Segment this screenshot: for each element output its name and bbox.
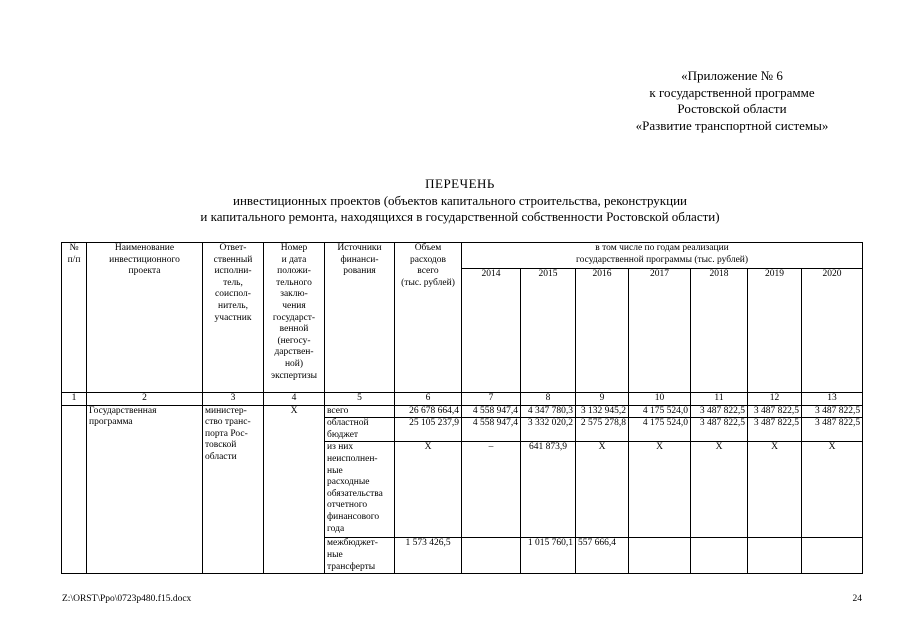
year-cell: 1 015 760,1 [521,538,576,574]
column-number: 10 [629,393,691,406]
header-year-2016: 2016 [576,269,629,393]
year-cell: Х [802,442,863,538]
year-cell [629,538,691,574]
header-year-2019: 2019 [748,269,802,393]
year-cell: 557 666,4 [576,538,629,574]
year-cell: 3 487 822,5 [748,405,802,418]
year-cell [462,538,521,574]
year-cell: 3 487 822,5 [748,418,802,442]
year-cell [802,538,863,574]
column-number: 11 [691,393,748,406]
year-cell: 3 487 822,5 [691,418,748,442]
total-cell: 1 573 426,5 [395,538,462,574]
column-number: 12 [748,393,802,406]
title-line-2: инвестиционных проектов (объектов капитального строительства, реконструкции [233,192,687,208]
header-years-group: в том числе по годам реализации государственной программы (тыс. рублей) [462,243,863,269]
year-cell: 4 347 780,3 [521,405,576,418]
year-cell: 3 132 945,2 [576,405,629,418]
row-number-cell [62,405,87,574]
year-cell: 3 487 822,5 [802,405,863,418]
column-number: 4 [264,393,325,406]
column-number: 9 [576,393,629,406]
header-expertise: Номер и дата положи- тельного заклю- чения государст- венной (негосу- дарствен- ной) экспертизы [264,243,325,393]
total-cell: 25 105 237,9 [395,418,462,442]
year-cell: Х [691,442,748,538]
footer-file-path: Z:\ORST\Ppo\0723p480.f15.docx [62,594,192,604]
project-expertise: Х [264,405,325,574]
column-number: 1 [62,393,87,406]
table-row [62,405,863,418]
year-cell: 4 175 524,0 [629,405,691,418]
appendix-line-1: «Приложение № 6 [681,68,783,83]
year-cell: Х [576,442,629,538]
source-cell: межбюджет- ные трансферты [325,538,395,574]
project-executor: министер- ство транс- порта Рос- товской области [203,405,264,574]
year-cell: 641 873,9 [521,442,576,538]
header-executor: Ответ- ственный исполни- тель, соиспол- нитель, участник [203,243,264,393]
header-sources: Источники финанси- рования [325,243,395,393]
header-num: № п/п [62,243,87,393]
year-cell [748,538,802,574]
year-cell: 4 558 947,4 [462,418,521,442]
year-cell: – [462,442,521,538]
title-line-1: ПЕРЕЧЕНЬ [425,176,495,191]
column-number: 3 [203,393,264,406]
header-year-2018: 2018 [691,269,748,393]
total-cell: Х [395,442,462,538]
column-number: 2 [87,393,203,406]
year-cell [691,538,748,574]
source-cell: областной бюджет [325,418,395,442]
header-year-2014: 2014 [462,269,521,393]
column-number: 7 [462,393,521,406]
header-year-2020: 2020 [802,269,863,393]
header-year-2017: 2017 [629,269,691,393]
project-name: Государственная программа [87,405,203,574]
appendix-line-4: «Развитие транспортной системы» [635,117,829,133]
year-cell: 3 487 822,5 [691,405,748,418]
source-cell: всего [325,405,395,418]
document-title [60,176,860,226]
appendix-line-2: к государственной программе [649,84,815,100]
header-volume: Объем расходов всего (тыс. рублей) [395,243,462,393]
column-number: 5 [325,393,395,406]
column-number: 8 [521,393,576,406]
year-cell: Х [629,442,691,538]
year-cell: 3 332 020,2 [521,418,576,442]
appendix-block [612,68,852,134]
year-cell: 4 175 524,0 [629,418,691,442]
title-line-3: и капитального ремонта, находящихся в государственной собственности Ростовской области) [200,209,720,224]
footer-page-number: 24 [852,594,862,604]
year-cell: 3 487 822,5 [802,418,863,442]
year-cell: 4 558 947,4 [462,405,521,418]
source-cell: из них неисполнен- ные расходные обязательства отчетного финансового года [325,442,395,538]
header-year-2015: 2015 [521,269,576,393]
column-number-row [62,393,863,406]
column-number: 13 [802,393,863,406]
year-cell: Х [748,442,802,538]
investment-projects-table [61,242,863,574]
column-number: 6 [395,393,462,406]
header-name: Наименование инвестиционного проекта [87,243,203,393]
total-cell: 26 678 664,4 [395,405,462,418]
appendix-line-3: Ростовской области [677,101,787,116]
year-cell: 2 575 278,8 [576,418,629,442]
